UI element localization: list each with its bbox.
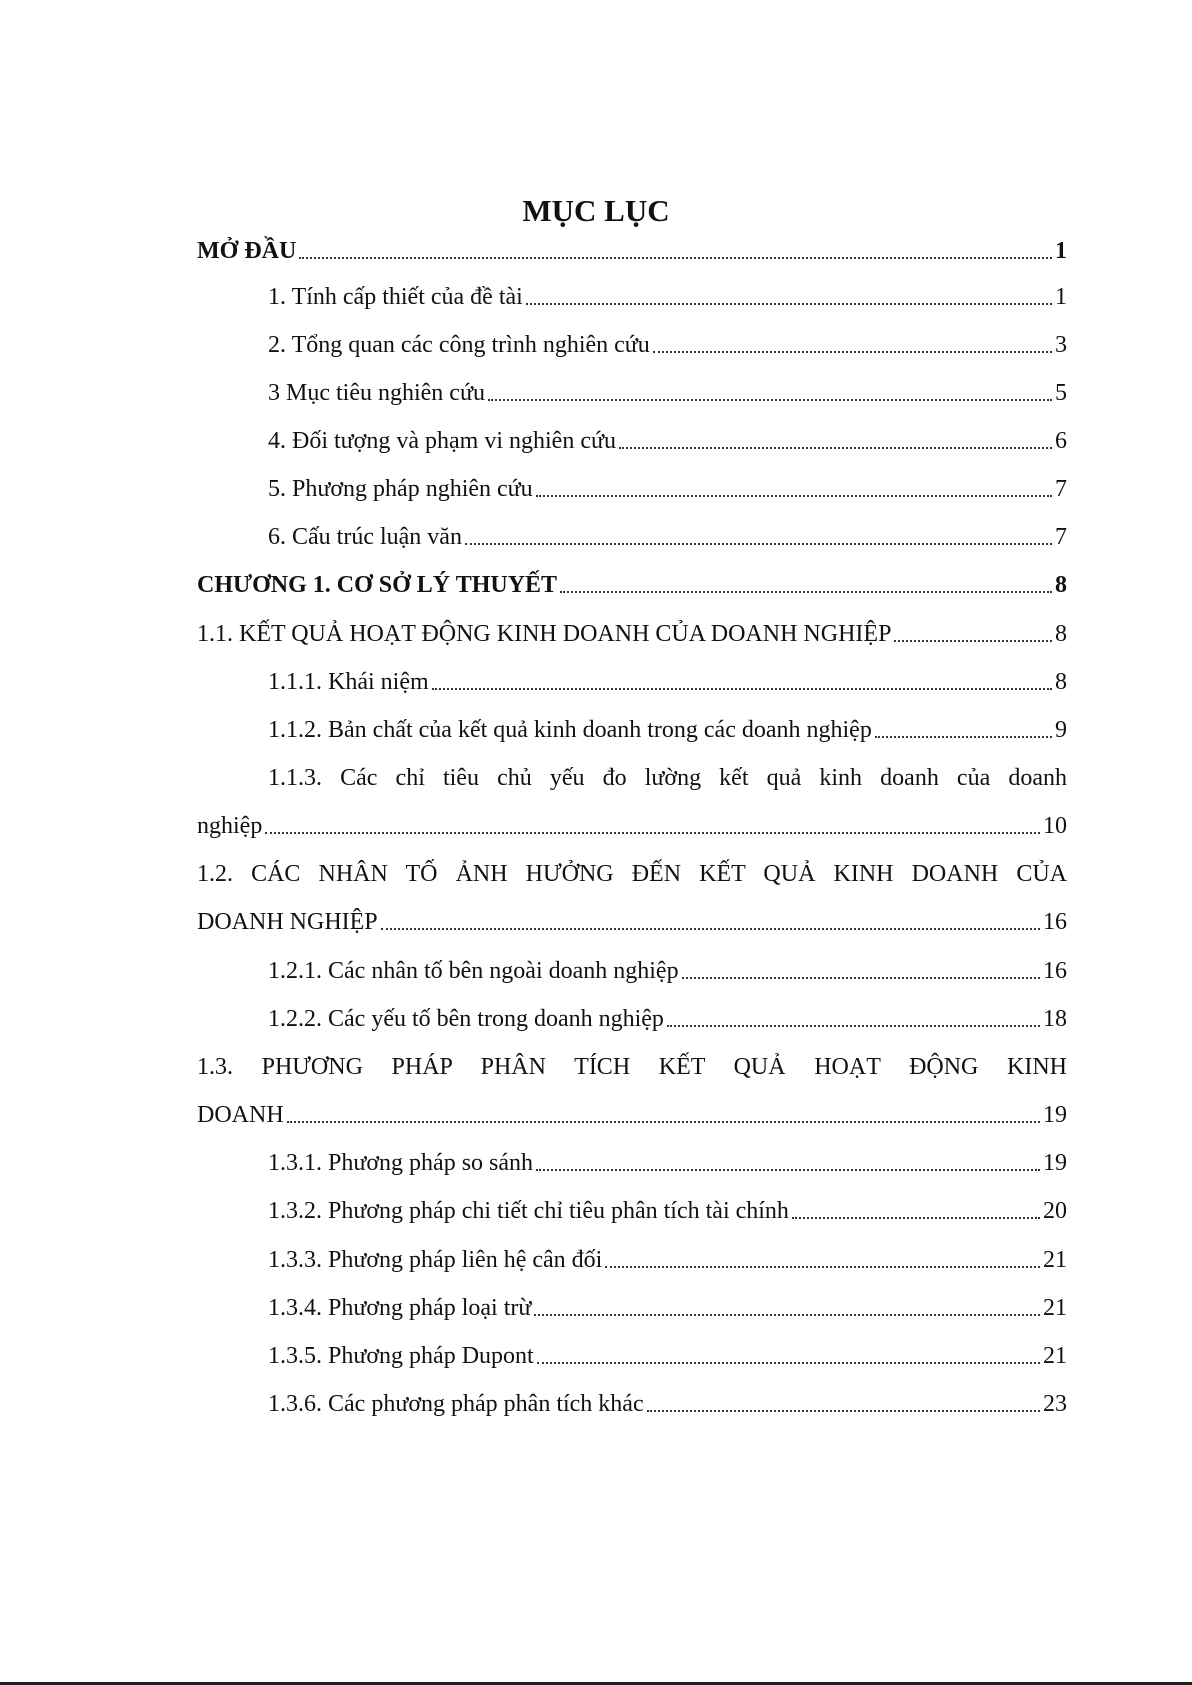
dot-leader: [647, 1410, 1040, 1412]
toc-entry-chuong-1[interactable]: [197, 568, 1067, 602]
toc-entry-1-1-1[interactable]: [268, 665, 1067, 699]
toc-entry-page: 7: [1055, 524, 1067, 550]
toc-entry-title: 1.3.1. Phương pháp so sánh: [268, 1150, 534, 1176]
dot-leader: [488, 399, 1052, 401]
toc-entry-doi-tuong[interactable]: [268, 424, 1067, 458]
toc-entry-title: DOANH: [197, 1102, 284, 1128]
toc-entry-title: 5. Phương pháp nghiên cứu: [268, 476, 533, 502]
toc-entry-1-3-2[interactable]: [268, 1194, 1067, 1228]
toc-entry-title: MỞ ĐẦU: [197, 238, 297, 264]
toc-entry-page: 1: [1055, 284, 1067, 310]
dot-leader: [653, 351, 1052, 353]
dot-leader: [536, 1169, 1040, 1171]
toc-entry-tong-quan[interactable]: [268, 328, 1067, 362]
toc-entry-title: 1.1.1. Khái niệm: [268, 669, 429, 695]
dot-leader: [534, 1314, 1040, 1316]
toc-entry-title: DOANH NGHIỆP: [197, 909, 378, 935]
dot-leader: [537, 1362, 1040, 1364]
dot-leader: [560, 591, 1052, 593]
dot-leader: [667, 1025, 1040, 1027]
dot-leader: [605, 1266, 1040, 1268]
dot-leader: [465, 543, 1052, 545]
toc-entry-page: 21: [1043, 1295, 1067, 1321]
toc-entry-title: 1.2.1. Các nhân tố bên ngoài doanh nghiệp: [268, 958, 679, 984]
toc-entry-1-3-4[interactable]: [268, 1291, 1067, 1325]
toc-entry-title: 1.3.5. Phương pháp Dupont: [268, 1343, 534, 1369]
toc-entry-title: 1.3.4. Phương pháp loại trừ: [268, 1295, 532, 1321]
toc-entry-page: 21: [1043, 1247, 1067, 1273]
dot-leader: [381, 928, 1040, 930]
toc-entry-page: 19: [1043, 1150, 1067, 1176]
toc-entry-title: 2. Tổng quan các công trình nghiên cứu: [268, 332, 650, 358]
toc-entry-page: 16: [1043, 958, 1067, 984]
toc-entry-page: 5: [1055, 380, 1067, 406]
toc-entry-1-1-2[interactable]: [268, 713, 1067, 747]
toc-entry-1-2[interactable]: [197, 905, 1067, 939]
toc-entry-page: 3: [1055, 332, 1067, 358]
toc-entry-phuong-phap[interactable]: [268, 472, 1067, 506]
toc-entry-title: CHƯƠNG 1. CƠ SỞ LÝ THUYẾT: [197, 572, 558, 598]
toc-entry-page: 21: [1043, 1343, 1067, 1369]
toc-entry-1-1-3[interactable]: [197, 809, 1067, 843]
toc-entry-page: 6: [1055, 428, 1067, 454]
toc-entry-title: 1. Tính cấp thiết của đề tài: [268, 284, 523, 310]
toc-entry-page: 18: [1043, 1006, 1067, 1032]
toc-entry-page: 7: [1055, 476, 1067, 502]
toc-entry-title: 1.2.2. Các yếu tố bên trong doanh nghiệp: [268, 1006, 664, 1032]
toc-entry-muc-tieu[interactable]: [268, 376, 1067, 410]
toc-entry-page: 9: [1055, 717, 1067, 743]
toc-entry-page: 1: [1055, 238, 1067, 264]
toc-entry-title: 1.3.2. Phương pháp chi tiết chỉ tiêu phân tích tài chính: [268, 1198, 789, 1224]
toc-entry-1-2-line1[interactable]: 1.2. CÁC NHÂN TỐ ẢNH HƯỞNG ĐẾN KẾT QUẢ KINH DOANH CỦA: [197, 861, 1067, 887]
dot-leader: [536, 495, 1052, 497]
toc-entry-page: 19: [1043, 1102, 1067, 1128]
toc-entry-title: 1.1. KẾT QUẢ HOẠT ĐỘNG KINH DOANH CỦA DOANH NGHIỆP: [197, 621, 892, 647]
dot-leader: [875, 736, 1052, 738]
dot-leader: [265, 832, 1040, 834]
dot-leader: [792, 1217, 1040, 1219]
dot-leader: [619, 447, 1052, 449]
dot-leader: [526, 303, 1052, 305]
toc-entry-page: 8: [1055, 669, 1067, 695]
dot-leader: [287, 1121, 1040, 1123]
toc-entry-1-3-5[interactable]: [268, 1339, 1067, 1373]
toc-entry-mo-dau[interactable]: [197, 234, 1067, 268]
dot-leader: [299, 257, 1052, 259]
toc-entry-page: 8: [1055, 621, 1067, 647]
toc-entry-1-3-6[interactable]: [268, 1387, 1067, 1421]
toc-entry-page: 16: [1043, 909, 1067, 935]
toc-entry-1-3-1[interactable]: [268, 1146, 1067, 1180]
toc-entry-title: 4. Đối tượng và phạm vi nghiên cứu: [268, 428, 616, 454]
dot-leader: [894, 640, 1052, 642]
toc-entry-page: 10: [1043, 813, 1067, 839]
toc-entry-1-1[interactable]: [197, 617, 1067, 651]
toc-entry-page: 20: [1043, 1198, 1067, 1224]
toc-entry-title: nghiệp: [197, 813, 263, 839]
toc-entry-page: 23: [1043, 1391, 1067, 1417]
toc-entry-1-3[interactable]: [197, 1098, 1067, 1132]
toc-entry-1-3-3[interactable]: [268, 1243, 1067, 1277]
dot-leader: [432, 688, 1052, 690]
toc-entry-1-2-1[interactable]: [268, 954, 1067, 988]
toc-entry-tinh-cap-thiet[interactable]: [268, 280, 1067, 314]
toc-entry-1-1-3-line1[interactable]: 1.1.3. Các chỉ tiêu chủ yếu đo lường kết quả kinh doanh của doanh: [268, 765, 1067, 791]
toc-entry-cau-truc[interactable]: [268, 520, 1067, 554]
dot-leader: [682, 977, 1040, 979]
toc-entry-title: 1.3.6. Các phương pháp phân tích khác: [268, 1391, 644, 1417]
toc-entry-title: 3 Mục tiêu nghiên cứu: [268, 380, 485, 406]
toc-entry-1-2-2[interactable]: [268, 1002, 1067, 1036]
toc-entry-1-3-line1[interactable]: 1.3. PHƯƠNG PHÁP PHÂN TÍCH KẾT QUẢ HOẠT ĐỘNG KINH: [197, 1054, 1067, 1080]
toc-entry-title: 1.1.2. Bản chất của kết quả kinh doanh trong các doanh nghiệp: [268, 717, 872, 743]
toc-entry-page: 8: [1055, 572, 1067, 598]
page-title: MỤC LỤC: [522, 193, 670, 228]
toc-entry-title: 1.3.3. Phương pháp liên hệ cân đối: [268, 1247, 603, 1273]
toc-entry-title: 6. Cấu trúc luận văn: [268, 524, 462, 550]
